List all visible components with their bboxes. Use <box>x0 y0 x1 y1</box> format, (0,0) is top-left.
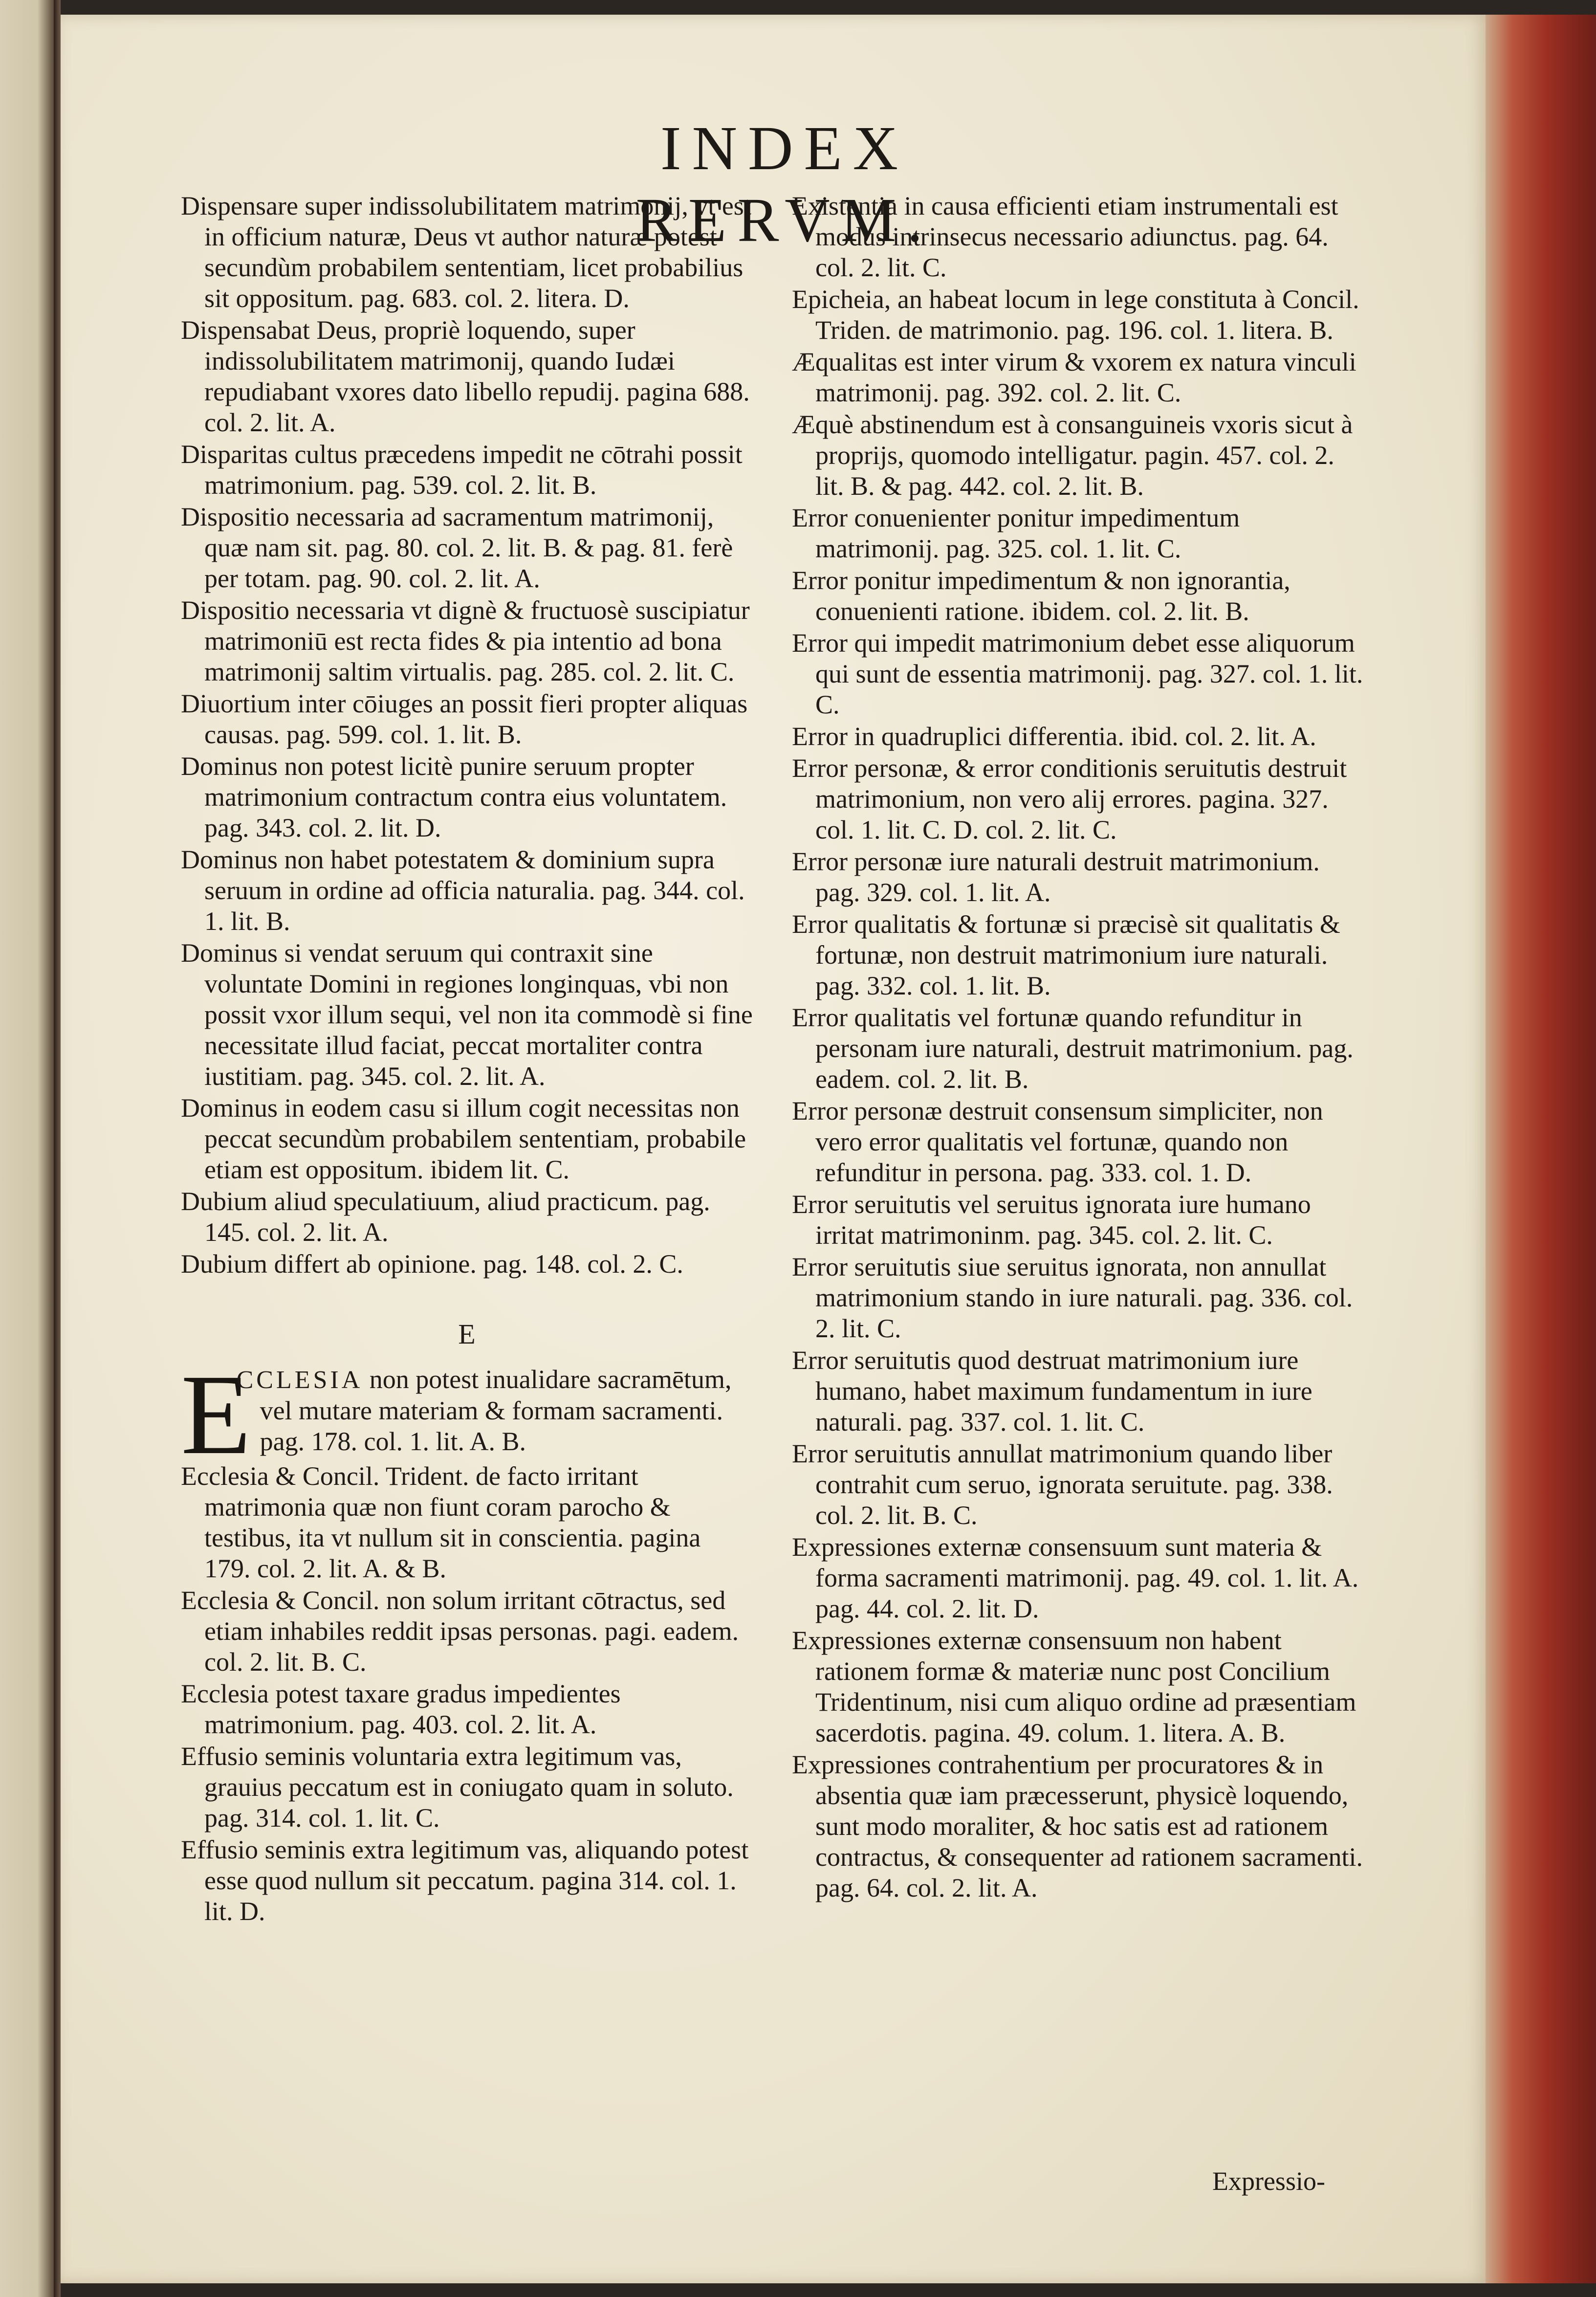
index-entry: Error seruitutis annullat matrimonium quando liber contrahit cum seruo, ignorata seruitute. pag. 338. col. 2. lit. B. C. <box>792 1439 1333 1530</box>
index-entry: Æquè abstinendum est à consanguineis vxoris sicut à proprijs, quomodo intelligatur. pagin. 457. col. 2. lit. B. & pag. 442. col. 2. lit. B. <box>792 410 1353 501</box>
index-entry: Dispensabat Deus, propriè loquendo, super indissolubilitatem matrimonij, quando Iudæi repudiabant vxores dato libello repudij. pagina 688. col. 2. lit. A. <box>181 315 750 437</box>
index-entry: Error conuenienter ponitur impedimentum matrimonij. pag. 325. col. 1. lit. C. <box>792 503 1240 563</box>
index-entry: Effusio seminis voluntaria extra legitimum vas, grauius peccatum est in coniugato quam in soluto. pag. 314. col. 1. lit. C. <box>181 1742 734 1833</box>
index-entry: Error qualitatis & fortunæ si præcisè sit qualitatis & fortunæ, non destruit matrimonium iure naturali. pag. 332. col. 1. lit. B. <box>792 909 1340 1000</box>
page-red-edge <box>1486 15 1596 2283</box>
index-entry: Ecclesia & Concil. non solum irritant cōtractus, sed etiam inhabiles reddit ipsas personas. pagi. eadem. col. 2. lit. B. C. <box>181 1586 739 1677</box>
index-entry: Ecclesia potest taxare gradus impedientes matrimonium. pag. 403. col. 2. lit. A. <box>181 1679 621 1739</box>
facing-page-edge <box>0 0 54 2297</box>
index-entry: Error personæ destruit consensum simpliciter, non vero error qualitatis vel fortunæ, quando non refunditur in persona. pag. 333. col. 1. D. <box>792 1096 1323 1187</box>
index-entry: Diuortium inter cōiuges an possit fieri propter aliquas causas. pag. 599. col. 1. lit. B. <box>181 689 748 749</box>
index-entry: Dominus non potest licitè punire seruum propter matrimonium contractum contra eius voluntatem. pag. 343. col. 2. lit. D. <box>181 751 727 842</box>
index-entry: Error in quadruplici differentia. ibid. col. 2. lit. A. <box>792 722 1316 751</box>
index-entry: Effusio seminis extra legitimum vas, aliquando potest esse quod nullum sit peccatum. pagina 314. col. 1. lit. D. <box>181 1835 749 1926</box>
section-letter: E <box>458 1318 476 1350</box>
drop-cap: E <box>181 1351 251 1478</box>
index-entry: Error qui impedit matrimonium debet esse aliquorum qui sunt de essentia matrimonij. pag. 327. col. 1. lit. C. <box>792 628 1363 719</box>
running-head: INDEX RERVM. <box>635 113 934 255</box>
index-entry: Expressiones externæ consensuum sunt materia & forma sacramenti matrimonij. pag. 49. col. 1. lit. A. pag. 44. col. 2. lit. D. <box>792 1532 1359 1623</box>
index-entry: Dominus si vendat seruum qui contraxit sine voluntate Domini in regiones longinquas, vbi non possit vxor illum sequi, vel non ita commodè si fine necessitate illud faciat, peccat mortaliter contra iustitiam. pag. 345. col. 2. lit. A. <box>181 938 753 1091</box>
book-gutter <box>54 0 61 2297</box>
index-entry: Error ponitur impedimentum & non ignorantia, conuenienti ratione. ibidem. col. 2. lit. B. <box>792 566 1290 626</box>
initial-caps: CCLESIA <box>236 1366 363 1394</box>
catchword: Expressio- <box>1212 2166 1325 2196</box>
index-entry: Existentia in causa efficienti etiam instrumentali est modus intrinsecus necessario adiunctus. pag. 64. col. 2. lit. C. <box>792 191 1338 282</box>
index-entry: Error seruitutis quod destruat matrimonium iure humano, habet maximum fundamentum in iure naturali. pag. 337. col. 1. lit. C. <box>792 1346 1312 1436</box>
index-entry: Error seruitutis vel seruitus ignorata iure humano irritat matrimoninm. pag. 345. col. 2. lit. C. <box>792 1190 1311 1250</box>
index-entry: Disparitas cultus præcedens impedit ne cōtrahi possit matrimonium. pag. 539. col. 2. lit. B. <box>181 440 743 500</box>
initial-entry-text: non potest inualidare sacramētum, vel mutare materiam & formam sacramenti. pag. 178. col. 1. lit. A. B. <box>260 1365 732 1456</box>
left-entries-e <box>181 1461 753 1927</box>
index-entry: Dominus in eodem casu si illum cogit necessitas non peccat secundùm probabilem sententiam, probabile etiam est oppositum. ibidem lit. C. <box>181 1093 746 1184</box>
index-entry: Epicheia, an habeat locum in lege constituta à Concil. Triden. de matrimonio. pag. 196. col. 1. litera. B. <box>792 285 1359 345</box>
index-entry: Dubium aliud speculatiuum, aliud practicum. pag. 145. col. 2. lit. A. <box>181 1187 710 1247</box>
index-entry: Ecclesia & Concil. Trident. de facto irritant matrimonia quæ non fiunt coram parocho & testibus, ita vt nullum sit in conscientia. pagina 179. col. 2. lit. A. & B. <box>181 1461 701 1583</box>
index-entry: Expressiones externæ consensuum non habent rationem formæ & materiæ nunc post Concilium Tridentinum, nisi cum aliquo ordine ad præsentiam sacerdotis. pagina. 49. colum. 1. litera. A. B. <box>792 1626 1356 1747</box>
right-entries <box>792 191 1364 1903</box>
index-entry: Dubium differt ab opinione. pag. 148. col. 2. C. <box>181 1249 683 1279</box>
index-column-left <box>181 191 753 1928</box>
index-entry: Æqualitas est inter virum & vxorem ex natura vinculi matrimonij. pag. 392. col. 2. lit. C. <box>792 347 1356 407</box>
index-entry: Dispositio necessaria ad sacramentum matrimonij, quæ nam sit. pag. 80. col. 2. lit. B. & pag. 81. ferè per totam. pag. 90. col. 2. lit. A. <box>181 502 733 593</box>
index-entry: Expressiones contrahentium per procuratores & in absentia quæ iam præcesserunt, physicè loquendo, sunt modo moraliter, & hoc satis est ad rationem contractus, & consequenter ad rationem sacramenti. pag. 64. col. 2. lit. A. <box>792 1750 1363 1902</box>
index-entry: Error personæ iure naturali destruit matrimonium. pag. 329. col. 1. lit. A. <box>792 847 1320 907</box>
left-entries <box>181 191 753 1280</box>
index-entry: Dispositio necessaria vt dignè & fructuosè suscipiatur matrimoniū est recta fides & pia intentio ad bona matrimonij saltim virtualis. pag. 285. col. 2. lit. C. <box>181 596 750 686</box>
index-entry: Error qualitatis vel fortunæ quando refunditur in personam iure naturali, destruit matrimonium. pag. eadem. col. 2. lit. B. <box>792 1003 1354 1094</box>
index-entry: Dispensare super indissolubilitatem matrimonij, vt est in officium naturæ, Deus vt author naturæ potest secundùm probabilem sententiam, licet probabilius sit oppositum. pag. 683. col. 2. litera. D. <box>181 191 751 313</box>
index-entry: Error personæ, & error conditionis seruitutis destruit matrimonium, non vero alij errores. pagina. 327. col. 1. lit. C. D. col. 2. lit. C. <box>792 753 1347 844</box>
index-entry: Error seruitutis siue seruitus ignorata, non annullat matrimonium stando in iure naturali. pag. 336. col. 2. lit. C. <box>792 1252 1353 1343</box>
index-entry-initial <box>181 1351 753 1478</box>
index-column-right <box>792 191 1364 1904</box>
index-entry: Dominus non habet potestatem & dominium supra seruum in ordine ad officia naturalia. pag. 344. col. 1. lit. B. <box>181 845 745 936</box>
